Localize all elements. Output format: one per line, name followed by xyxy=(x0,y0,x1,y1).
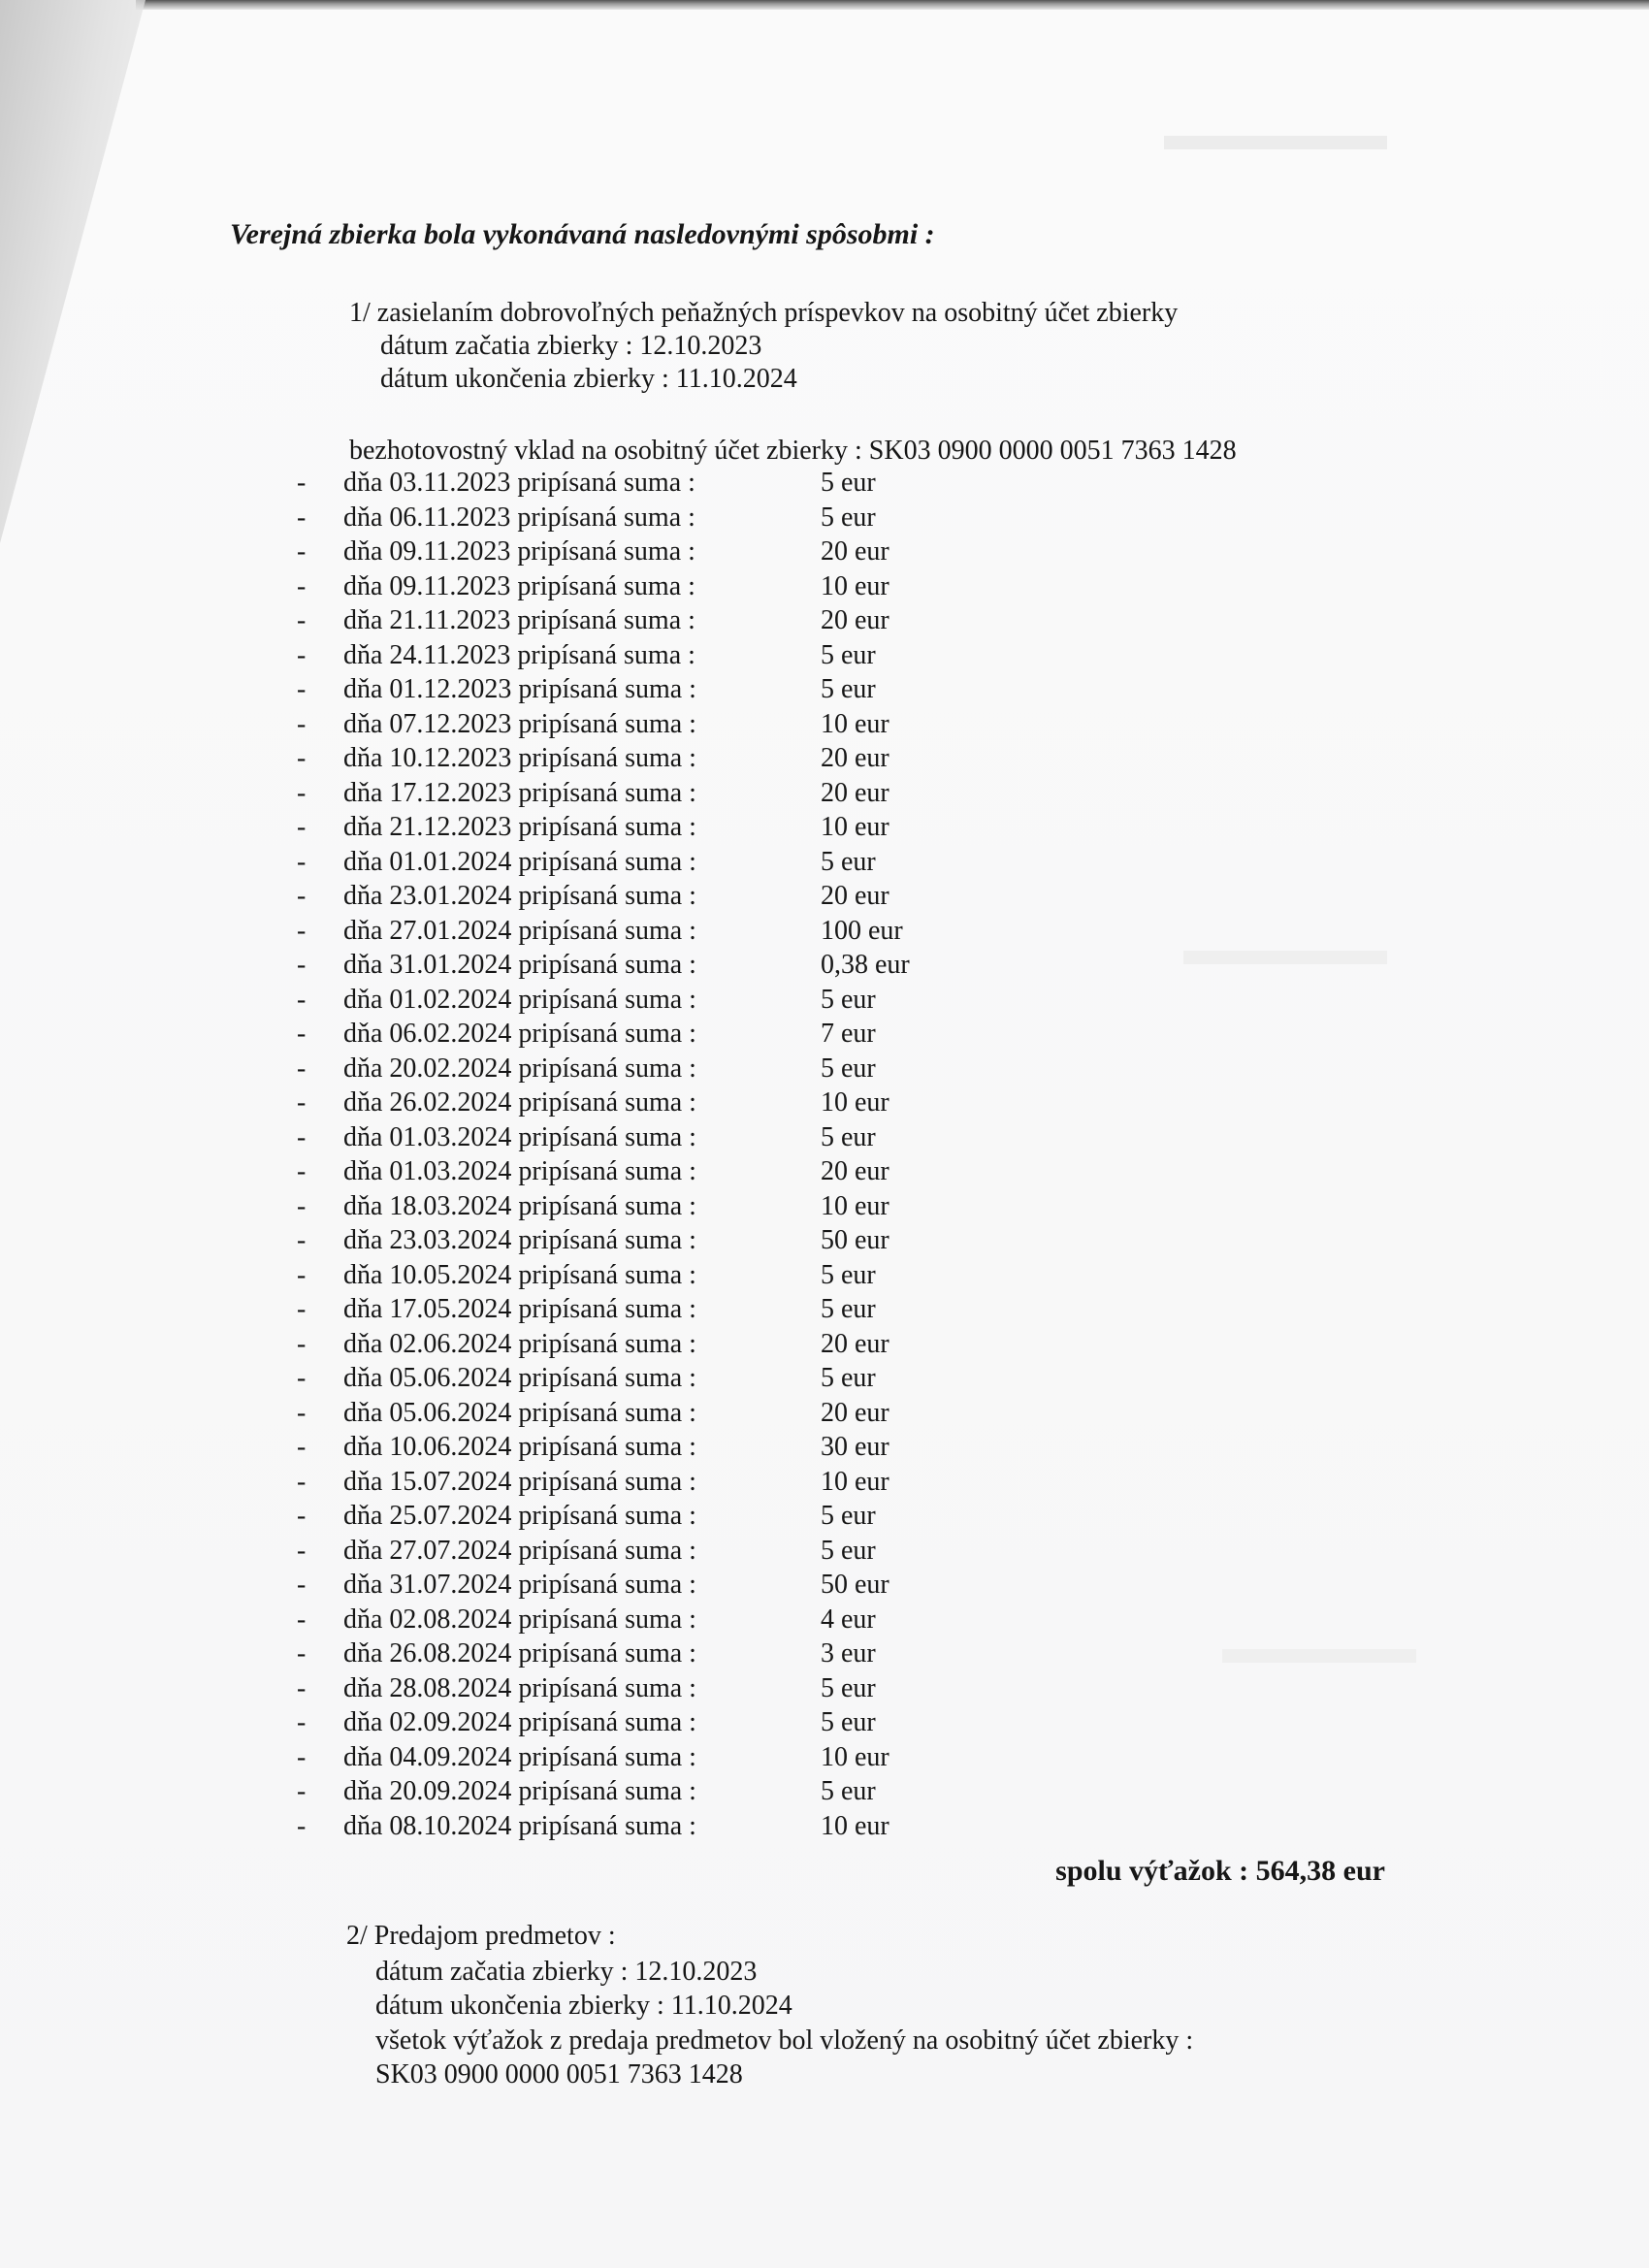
bleed-through-mark xyxy=(1222,1649,1416,1663)
list-item xyxy=(297,1465,976,1500)
list-bullet: - xyxy=(297,1156,307,1186)
list-bullet: - xyxy=(297,1259,307,1290)
section-1-deposit-account: bezhotovostný vklad na osobitný účet zbierky : SK03 0900 0000 0051 7363 1428 xyxy=(349,436,1237,466)
entry-amount: 5 eur xyxy=(821,1672,876,1703)
scan-top-edge xyxy=(136,0,1649,10)
entry-amount: 10 eur xyxy=(821,570,889,601)
list-bullet: - xyxy=(297,1466,307,1497)
list-item xyxy=(297,1052,976,1086)
entry-amount: 50 eur xyxy=(821,1570,889,1600)
entry-date-text: dňa 02.06.2024 pripísaná suma : xyxy=(343,1328,696,1359)
entry-amount: 100 eur xyxy=(821,915,903,946)
entry-date-text: dňa 26.08.2024 pripísaná suma : xyxy=(343,1638,696,1669)
list-item xyxy=(297,879,976,914)
list-item xyxy=(297,1085,976,1120)
entry-date-text: dňa 17.05.2024 pripísaná suma : xyxy=(343,1294,696,1324)
entry-amount: 7 eur xyxy=(821,1019,876,1049)
list-item xyxy=(297,535,976,569)
list-bullet: - xyxy=(297,1638,307,1669)
list-item xyxy=(297,466,976,501)
list-bullet: - xyxy=(297,1672,307,1703)
entry-date-text: dňa 25.07.2024 pripísaná suma : xyxy=(343,1501,696,1531)
entry-date-text: dňa 01.01.2024 pripísaná suma : xyxy=(343,846,696,877)
list-item xyxy=(297,1258,976,1293)
entry-amount: 5 eur xyxy=(821,1707,876,1737)
section-2-end-date: dátum ukončenia zbierky : 11.10.2024 xyxy=(375,1991,792,2021)
list-item xyxy=(297,1361,976,1396)
list-item xyxy=(297,845,976,880)
entry-amount: 5 eur xyxy=(821,502,876,533)
list-bullet: - xyxy=(297,570,307,601)
entry-date-text: dňa 07.12.2023 pripísaná suma : xyxy=(343,708,696,739)
list-item xyxy=(297,1499,976,1534)
entry-date-text: dňa 21.12.2023 pripísaná suma : xyxy=(343,812,696,842)
entry-date-text: dňa 23.03.2024 pripísaná suma : xyxy=(343,1225,696,1255)
entry-date-text: dňa 05.06.2024 pripísaná suma : xyxy=(343,1363,696,1393)
entry-amount: 10 eur xyxy=(821,1466,889,1497)
list-bullet: - xyxy=(297,639,307,670)
entry-date-text: dňa 01.12.2023 pripísaná suma : xyxy=(343,674,696,704)
list-item xyxy=(297,1120,976,1155)
entry-amount: 50 eur xyxy=(821,1225,889,1255)
list-bullet: - xyxy=(297,1776,307,1806)
list-bullet: - xyxy=(297,846,307,877)
list-item xyxy=(297,1327,976,1362)
entry-amount: 20 eur xyxy=(821,881,889,911)
section-2-title: 2/ Predajom predmetov : xyxy=(346,1921,616,1951)
entry-amount: 20 eur xyxy=(821,777,889,808)
list-item xyxy=(297,707,976,742)
list-bullet: - xyxy=(297,605,307,635)
entry-date-text: dňa 01.02.2024 pripísaná suma : xyxy=(343,984,696,1015)
list-item xyxy=(297,741,976,776)
entry-date-text: dňa 02.08.2024 pripísaná suma : xyxy=(343,1604,696,1635)
list-bullet: - xyxy=(297,502,307,533)
list-item xyxy=(297,569,976,604)
list-bullet: - xyxy=(297,536,307,567)
section-1-end-date: dátum ukončenia zbierky : 11.10.2024 xyxy=(380,364,797,394)
list-bullet: - xyxy=(297,1363,307,1393)
list-bullet: - xyxy=(297,1432,307,1462)
entry-amount: 10 eur xyxy=(821,812,889,842)
entry-date-text: dňa 26.02.2024 pripísaná suma : xyxy=(343,1087,696,1118)
entry-amount: 20 eur xyxy=(821,536,889,567)
entry-date-text: dňa 01.03.2024 pripísaná suma : xyxy=(343,1121,696,1152)
list-item xyxy=(297,1671,976,1706)
entry-amount: 4 eur xyxy=(821,1604,876,1635)
entry-date-text: dňa 23.01.2024 pripísaná suma : xyxy=(343,881,696,911)
list-bullet: - xyxy=(297,1225,307,1255)
list-bullet: - xyxy=(297,1570,307,1600)
entry-date-text: dňa 06.11.2023 pripísaná suma : xyxy=(343,502,695,533)
list-bullet: - xyxy=(297,812,307,842)
list-bullet: - xyxy=(297,743,307,773)
section-2-start-date: dátum začatia zbierky : 12.10.2023 xyxy=(375,1957,758,1987)
list-bullet: - xyxy=(297,1535,307,1566)
entry-date-text: dňa 01.03.2024 pripísaná suma : xyxy=(343,1156,696,1186)
entry-amount: 5 eur xyxy=(821,846,876,877)
list-bullet: - xyxy=(297,1294,307,1324)
list-bullet: - xyxy=(297,1328,307,1359)
entry-amount: 5 eur xyxy=(821,1501,876,1531)
entry-amount: 5 eur xyxy=(821,468,876,498)
list-item xyxy=(297,603,976,638)
list-item xyxy=(297,1189,976,1224)
entry-amount: 5 eur xyxy=(821,639,876,670)
list-bullet: - xyxy=(297,777,307,808)
list-item xyxy=(297,810,976,845)
entry-date-text: dňa 28.08.2024 pripísaná suma : xyxy=(343,1672,696,1703)
entry-date-text: dňa 17.12.2023 pripísaná suma : xyxy=(343,777,696,808)
entry-amount: 0,38 eur xyxy=(821,950,910,980)
list-bullet: - xyxy=(297,881,307,911)
entry-amount: 5 eur xyxy=(821,1121,876,1152)
entry-date-text: dňa 31.07.2024 pripísaná suma : xyxy=(343,1570,696,1600)
list-item xyxy=(297,1396,976,1431)
entry-date-text: dňa 09.11.2023 pripísaná suma : xyxy=(343,536,695,567)
contribution-list xyxy=(297,466,976,1843)
entry-date-text: dňa 06.02.2024 pripísaná suma : xyxy=(343,1019,696,1049)
entry-date-text: dňa 20.02.2024 pripísaná suma : xyxy=(343,1053,696,1084)
list-item xyxy=(297,501,976,535)
list-bullet: - xyxy=(297,1604,307,1635)
list-bullet: - xyxy=(297,708,307,739)
entry-date-text: dňa 10.06.2024 pripísaná suma : xyxy=(343,1432,696,1462)
list-bullet: - xyxy=(297,1707,307,1737)
entry-date-text: dňa 15.07.2024 pripísaná suma : xyxy=(343,1466,696,1497)
list-bullet: - xyxy=(297,1053,307,1084)
entry-date-text: dňa 18.03.2024 pripísaná suma : xyxy=(343,1190,696,1221)
entry-amount: 3 eur xyxy=(821,1638,876,1669)
list-item xyxy=(297,1430,976,1465)
list-item xyxy=(297,1292,976,1327)
entry-date-text: dňa 21.11.2023 pripísaná suma : xyxy=(343,605,695,635)
list-item xyxy=(297,1017,976,1052)
list-item xyxy=(297,948,976,983)
entry-amount: 20 eur xyxy=(821,1397,889,1428)
list-item xyxy=(297,1740,976,1775)
list-item xyxy=(297,1568,976,1603)
list-item xyxy=(297,1534,976,1569)
entry-amount: 20 eur xyxy=(821,605,889,635)
list-item xyxy=(297,1223,976,1258)
section-2-note: všetok výťažok z predaja predmetov bol vložený na osobitný účet zbierky : xyxy=(375,2025,1194,2056)
entry-date-text: dňa 31.01.2024 pripísaná suma : xyxy=(343,950,696,980)
list-bullet: - xyxy=(297,1741,307,1772)
entry-amount: 5 eur xyxy=(821,1776,876,1806)
entry-amount: 5 eur xyxy=(821,674,876,704)
bleed-through-mark xyxy=(1183,951,1387,964)
section-1-total: spolu výťažok : 564,38 eur xyxy=(1055,1855,1385,1887)
list-item xyxy=(297,1774,976,1809)
entry-amount: 10 eur xyxy=(821,1741,889,1772)
entry-amount: 10 eur xyxy=(821,708,889,739)
entry-date-text: dňa 05.06.2024 pripísaná suma : xyxy=(343,1397,696,1428)
list-bullet: - xyxy=(297,1190,307,1221)
entry-amount: 20 eur xyxy=(821,1328,889,1359)
list-bullet: - xyxy=(297,1019,307,1049)
entry-date-text: dňa 24.11.2023 pripísaná suma : xyxy=(343,639,695,670)
list-item xyxy=(297,1636,976,1671)
list-bullet: - xyxy=(297,674,307,704)
entry-amount: 5 eur xyxy=(821,1363,876,1393)
entry-amount: 20 eur xyxy=(821,743,889,773)
entry-date-text: dňa 03.11.2023 pripísaná suma : xyxy=(343,468,695,498)
list-item xyxy=(297,914,976,949)
entry-date-text: dňa 10.12.2023 pripísaná suma : xyxy=(343,743,696,773)
entry-amount: 20 eur xyxy=(821,1156,889,1186)
entry-amount: 5 eur xyxy=(821,984,876,1015)
entry-amount: 5 eur xyxy=(821,1053,876,1084)
list-bullet: - xyxy=(297,915,307,946)
entry-date-text: dňa 08.10.2024 pripísaná suma : xyxy=(343,1810,696,1841)
scan-left-shadow xyxy=(0,0,146,543)
entry-date-text: dňa 04.09.2024 pripísaná suma : xyxy=(343,1741,696,1772)
entry-amount: 5 eur xyxy=(821,1294,876,1324)
list-bullet: - xyxy=(297,1501,307,1531)
list-bullet: - xyxy=(297,1087,307,1118)
entry-date-text: dňa 09.11.2023 pripísaná suma : xyxy=(343,570,695,601)
list-item xyxy=(297,672,976,707)
list-bullet: - xyxy=(297,984,307,1015)
list-item xyxy=(297,1705,976,1740)
entry-date-text: dňa 20.09.2024 pripísaná suma : xyxy=(343,1776,696,1806)
list-item xyxy=(297,1603,976,1637)
entry-amount: 5 eur xyxy=(821,1535,876,1566)
entry-date-text: dňa 27.07.2024 pripísaná suma : xyxy=(343,1535,696,1566)
entry-date-text: dňa 27.01.2024 pripísaná suma : xyxy=(343,915,696,946)
section-2-account: SK03 0900 0000 0051 7363 1428 xyxy=(375,2059,743,2090)
section-heading: Verejná zbierka bola vykonávaná nasledovnými spôsobmi : xyxy=(230,218,935,250)
section-1-start-date: dátum začatia zbierky : 12.10.2023 xyxy=(380,331,762,361)
entry-amount: 10 eur xyxy=(821,1810,889,1841)
list-item xyxy=(297,1154,976,1189)
entry-date-text: dňa 10.05.2024 pripísaná suma : xyxy=(343,1259,696,1290)
list-item xyxy=(297,638,976,673)
entry-amount: 5 eur xyxy=(821,1259,876,1290)
list-bullet: - xyxy=(297,1121,307,1152)
entry-amount: 10 eur xyxy=(821,1087,889,1118)
list-bullet: - xyxy=(297,1810,307,1841)
entry-date-text: dňa 02.09.2024 pripísaná suma : xyxy=(343,1707,696,1737)
list-bullet: - xyxy=(297,1397,307,1428)
list-bullet: - xyxy=(297,950,307,980)
entry-amount: 10 eur xyxy=(821,1190,889,1221)
list-item xyxy=(297,983,976,1018)
list-item xyxy=(297,776,976,811)
bleed-through-mark xyxy=(1164,136,1387,149)
entry-amount: 30 eur xyxy=(821,1432,889,1462)
list-bullet: - xyxy=(297,468,307,498)
list-item xyxy=(297,1809,976,1844)
section-1-title: 1/ zasielaním dobrovoľných peňažných príspevkov na osobitný účet zbierky xyxy=(349,298,1179,328)
